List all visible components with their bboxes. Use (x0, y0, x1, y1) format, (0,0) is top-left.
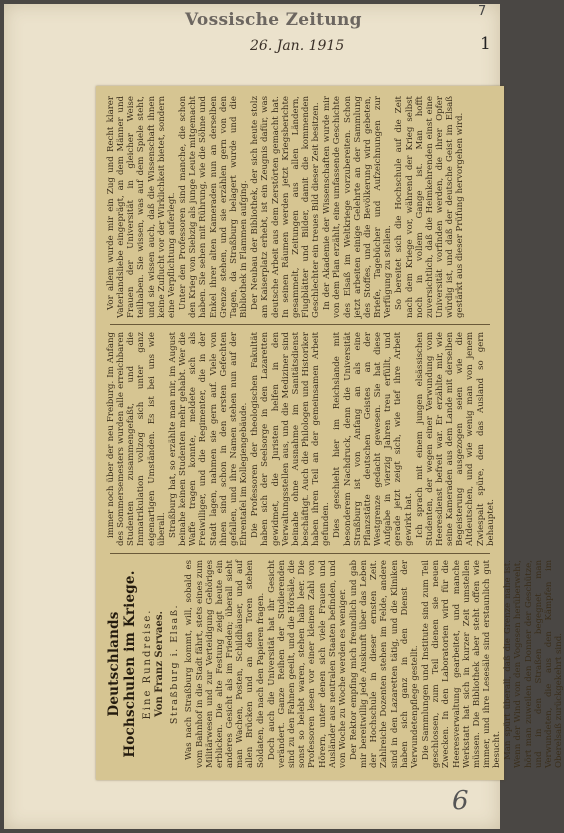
handwritten-date: 26. Jan. 1915 (250, 38, 345, 54)
handwritten-folio-mark: 6 (452, 786, 469, 816)
paragraph: Was nach Straßburg kommt, will, sobald es vom Bahnhof in die Stadt fährt, stets eines zum Militärwesen und zur Verteidigung Gehöriges erblicken. Die alte Festung zeigt heute ein anderes Gesicht als im Frieden; überall sieht man Wachen, Posten, Schildhäuser, und auf allen Brücken und an den Toren stehen Soldaten, die nach den Papieren fragen. (184, 560, 266, 768)
article-dateline: Straßburg i. Elsaß. (169, 603, 181, 725)
paragraph: Unter den Professoren sind manche, die schon den Krieg von Siebzig als junge Leute mitgemacht haben. Sie sehen mit Rührung, wie die Söhne und Enkel ihrer alten Kameraden nun an derselben Grenze stehen, und sie erzählen gern von den Tagen, da Straßburg belagert wurde und die Bibliothek in Flammen aufging. (178, 96, 250, 318)
paragraph: Doch auch die Universität hat ihr Gesicht verändert. Ganze Reihen der Studierenden sind zu den Fahnen geeilt, und die Hörsäle, die sonst so belebt waren, stehen halb leer. Die Professoren lesen vor einer kleinen Zahl von Hörern, unter denen sich viele Frauen und Ausländer aus neutralen Staaten befinden, und von Woche zu Woche werden es weniger. (266, 560, 348, 768)
paragraph: Die Professoren der theologischen Fakultät haben sich der Seelsorge in den Lazaretten gewidmet, die Juristen helfen in den Verwaltungsstellen aus, und die Mediziner sind beinahe ohne Ausnahme im Sanitätsdienst beschäftigt. Auch die Philologen und Historiker haben ihren Teil an der gemeinsamen Arbeit gefunden. (250, 332, 332, 546)
article-author: Von Franz Servaes. (154, 611, 166, 717)
paragraph: Ich sprach mit einem jungen elsässischen Studenten, der wegen einer Verwundung vom Heeresdienst befreit war. Er erzählte mir, wie seine Kameraden aus dem Lande mit derselben Begeisterung ausgezogen seien wie die Altdeutschen, und wie wenig man von jenem Zwiespalt spüre, den das Ausland so gern behauptet. (414, 332, 496, 546)
paragraph: immer noch über der neu Freiburg. Im Anfang des Sommersemesters wurden alle erreichbaren Studenten zusammengefaßt, und die Immatrikulation vollzog sich unter ganz eigenartigen Umständen. Es ist bei uns wie überall. (106, 332, 167, 546)
paragraph: Dies geschieht hier im Reichslande mit besonderem Nachdruck, denn die Universität Straßburg ist von Anfang an als eine Pflanzstätte deutschen Geistes an der Westgrenze gedacht gewesen. Sie hat diese Aufgabe in vierzig Jahren treu erfüllt, und gerade jetzt zeigt sich, wie tief ihre Arbeit gewirkt hat. (332, 332, 414, 546)
page-number: 1 (480, 34, 491, 54)
article-column-1 (106, 560, 564, 768)
paragraph: Man spürt überall, daß die Grenze nahe ist. Wenn der Wind von den Vogesen herüberweht, hört man zuweilen den Donner der Geschütze, und in den Straßen begegnet man Verwundeten, die aus den Kämpfen im Oberelsaß zurückgekehrt sind. (503, 560, 564, 768)
newspaper-stamp: Vossische Zeitung (185, 10, 362, 30)
newspaper-clipping (96, 86, 564, 780)
paragraph: Vor allem wurde mir ein Zug und Recht klarer Vaterlandsliebe eingeprägt, an dem Männer und Frauen der Universität in gleicher Weise teilhaben. Sie wissen, was auf dem Spiele steht, und sie wissen auch, daß die Wissenschaft ihnen keine Zuflucht vor der Wirklichkeit bietet, sondern eine Verpflichtung auferlegt. (106, 96, 177, 318)
column-rule (110, 553, 490, 554)
paragraph: Straßburg hat, so erzählte man mir, im August beinahe keinen Studenten mehr gehabt. Wer die Waffe tragen konnte, meldete sich als Freiwilliger, und die Regimenter, die in der Stadt lagen, nahmen sie gern auf. Viele von ihnen sind schon in den ersten Gefechten gefallen, und ihre Namen stehen nun auf der Ehrentafel im Kollegiengebäude. (167, 332, 250, 546)
article-column-2 (106, 332, 494, 546)
paragraph: Die Sammlungen und Institute sind zum Teil geschlossen, zum Teil dienen sie neuen Zwecken. In den Laboratorien wird für die Heeresverwaltung gearbeitet, und manche Werkstatt hat sich in kurzer Zeit umstellen müssen. Die Bibliothek aber steht offen wie immer, und ihre Lesesäle sind erstaunlich gut besucht. (421, 560, 503, 768)
paragraph: Der Rektor empfing mich freundlich und gab mir bereitwillig jede Auskunft über das Leben der Hochschule in dieser ernsten Zeit. Zahlreiche Dozenten stehen im Felde, andere sind in den Lazaretten tätig, und die Kliniken haben sich ganz in den Dienst der Verwundetenpflege gestellt. (348, 560, 420, 768)
paragraph: Der Neubau der Bibliothek, der sich heute stolz am Kaiserplatz erhebt, ist ein Zeugnis dafür, was deutsche Arbeit aus dem Zerstörten gemacht hat. In seinen Räumen werden jetzt Kriegsberichte gesammelt, Zeitungen aus allen Ländern, Flugblätter und Bilder, damit die kommenden Geschlechter ein treues Bild dieser Zeit besitzen. (250, 96, 322, 318)
article-title: Deutschlands Hochschulen im Kriege. (106, 570, 138, 758)
article-subtitle: Eine Rundreise. (142, 608, 153, 720)
top-corner-mark: 7 (478, 4, 487, 19)
column-rule (110, 324, 490, 325)
article-column-3 (106, 96, 494, 318)
archive-sheet (4, 4, 564, 829)
paragraph: In der Akademie der Wissenschaften wurde mir von dem Plan erzählt, eine umfassende Geschichte des Elsaß im Weltkriege vorzubereiten. Schon jetzt arbeiten einige Gelehrte an der Sammlung des Stoffes, und die Bevölkerung wird gebeten, Briefe, Tagebücher und Aufzeichnungen zur Verfügung zu stellen. (322, 95, 394, 318)
clipping-rotated-content (96, 86, 564, 780)
paragraph: So bereitet sich die Hochschule auf die Zeit nach dem Kriege vor, während der Krieg selbst noch in vollem Gange ist. Man hofft zuversichtlich, daß die Heimkehrenden einst eine Universität vorfinden werden, die ihrer Opfer würdig ist, und daß der deutsche Geist im Elsaß gestärkt aus dieser Prüfung hervorgehen wird. (394, 96, 466, 318)
